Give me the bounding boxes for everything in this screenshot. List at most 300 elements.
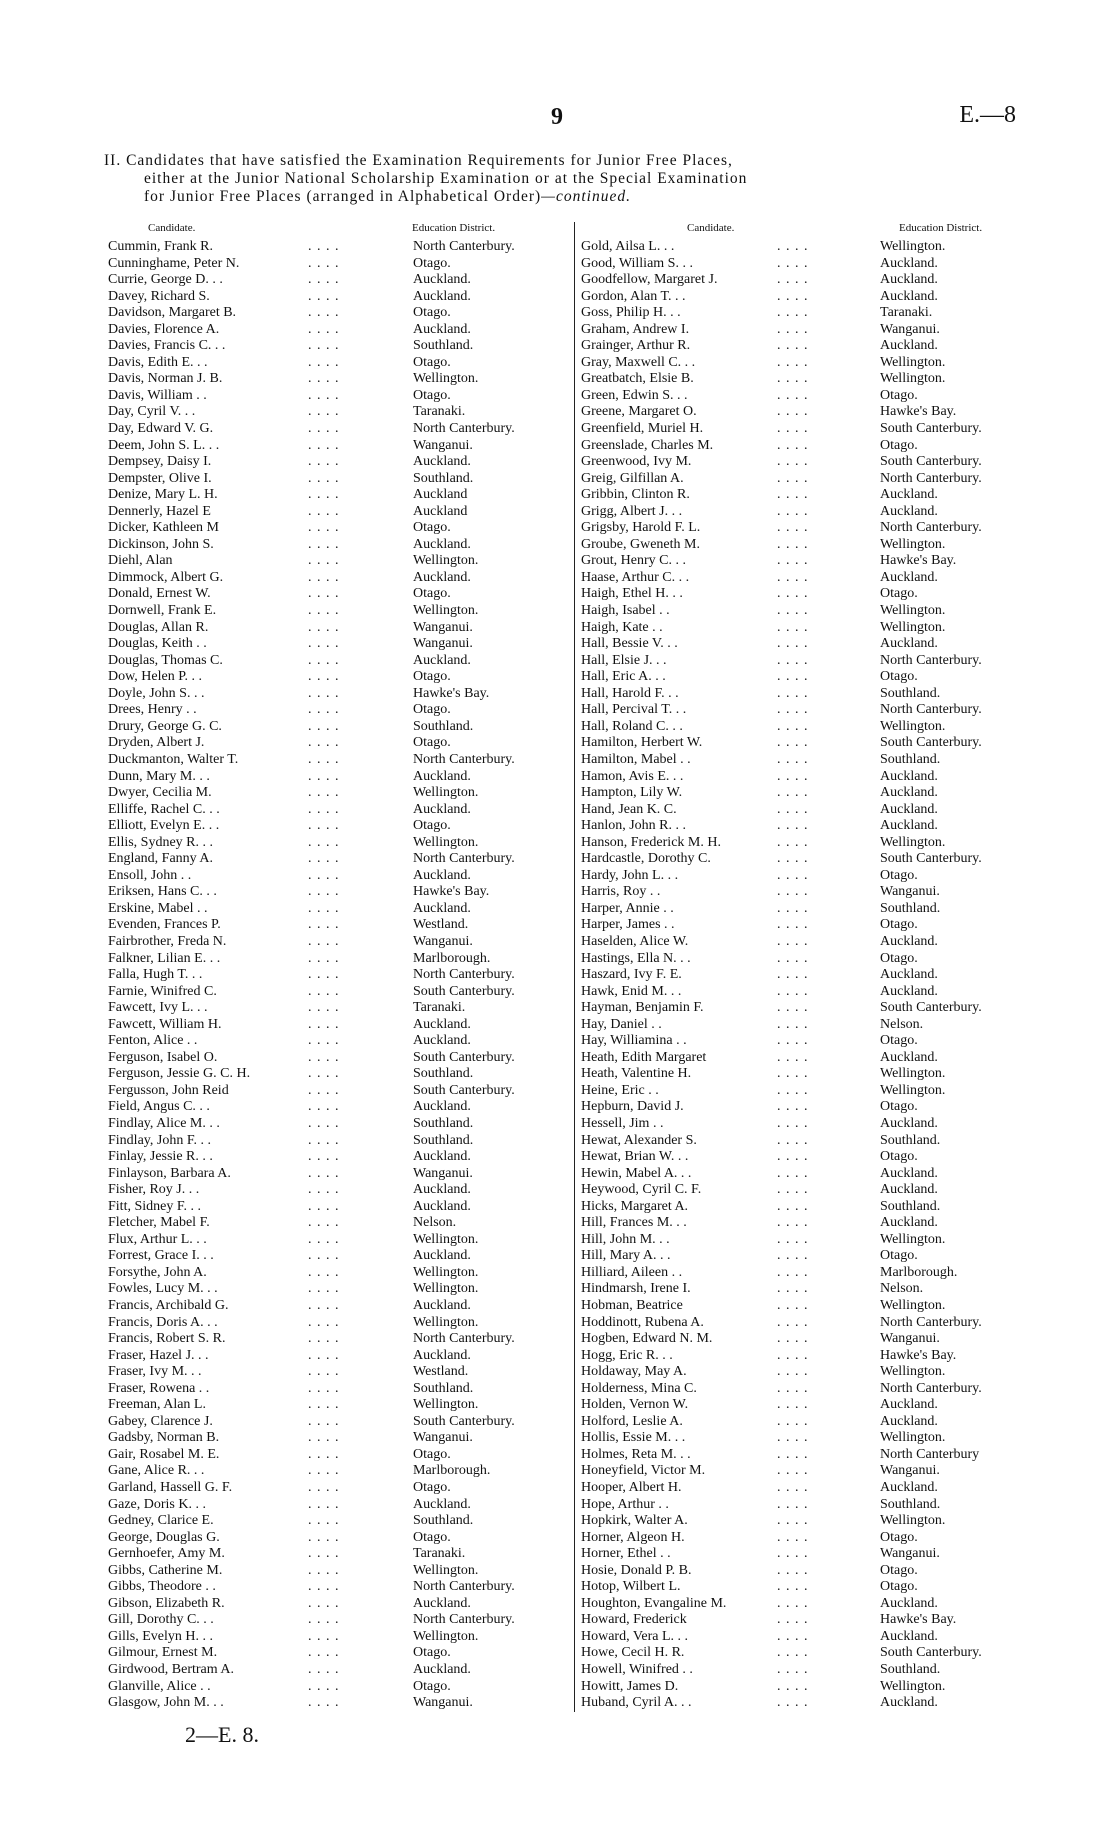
candidate-row [108, 1530, 563, 1547]
candidate-row [581, 1033, 1026, 1050]
candidate-name: Davey, Richard S. [108, 288, 210, 304]
candidate-name: Hicks, Margaret A. [581, 1198, 689, 1214]
leader-dots: . . . . [777, 255, 809, 271]
candidate-row [581, 1480, 1026, 1497]
candidate-row [108, 322, 563, 339]
education-district: Otago. [880, 950, 918, 966]
leader-dots: . . . . [308, 1314, 340, 1330]
candidate-row [581, 520, 1026, 537]
leader-dots: . . . . [308, 404, 340, 420]
candidate-name: Harris, Roy . . [581, 884, 661, 900]
candidate-name: Good, William S. . . [581, 255, 693, 271]
candidate-row [108, 868, 563, 885]
education-district: Otago. [413, 1480, 451, 1496]
leader-dots: . . . . [777, 950, 809, 966]
education-district: Otago. [413, 1446, 451, 1462]
leader-dots: . . . . [308, 536, 340, 552]
leader-dots: . . . . [308, 1115, 340, 1131]
candidate-row [581, 967, 1026, 984]
education-district: Auckland. [413, 1016, 471, 1032]
leader-dots: . . . . [777, 239, 809, 254]
leader-dots: . . . . [308, 1496, 340, 1512]
leader-dots: . . . . [308, 1546, 340, 1562]
candidate-name: Hastings, Ella N. . . [581, 950, 691, 966]
candidate-name: Huband, Cyril A. . . [581, 1695, 692, 1711]
candidate-row [581, 553, 1026, 570]
leader-dots: . . . . [777, 619, 809, 635]
candidate-row [581, 371, 1026, 388]
leader-dots: . . . . [777, 1331, 809, 1347]
candidate-name: Dempsey, Daisy I. [108, 454, 212, 470]
leader-dots: . . . . [777, 1446, 809, 1462]
education-district: North Canterbury. [880, 470, 982, 486]
candidate-row [108, 1116, 563, 1133]
education-district: Otago. [413, 735, 451, 751]
leader-dots: . . . . [777, 338, 809, 354]
leader-dots: . . . . [308, 1149, 340, 1165]
page-number: 9 [551, 104, 563, 130]
candidate-row [581, 1017, 1026, 1034]
candidate-row [108, 1463, 563, 1480]
candidate-name: Fletcher, Mabel F. [108, 1215, 210, 1231]
leader-dots: . . . . [777, 354, 809, 370]
education-district: Auckland. [413, 1595, 471, 1611]
education-district: Wanganui. [413, 1430, 473, 1446]
candidate-row [108, 338, 563, 355]
education-district: Otago. [880, 586, 918, 602]
leader-dots: . . . . [308, 768, 340, 784]
leader-dots: . . . . [308, 421, 340, 437]
education-district: Taranaki. [413, 1000, 466, 1016]
candidate-row [581, 951, 1026, 968]
candidate-name: Holford, Leslie A. [581, 1413, 683, 1429]
education-district: Nelson. [413, 1215, 457, 1231]
district-header: Education District. [899, 222, 983, 234]
education-district: Auckland. [880, 983, 938, 999]
leader-dots: . . . . [308, 1695, 340, 1711]
education-district: South Canterbury. [880, 1645, 982, 1661]
candidate-name: Flux, Arthur L. . . [108, 1231, 207, 1247]
leader-dots: . . . . [777, 1298, 809, 1313]
education-district: Wanganui. [880, 1546, 940, 1562]
leader-dots: . . . . [777, 669, 809, 685]
leader-dots: . . . . [777, 917, 809, 933]
candidate-row [581, 884, 1026, 901]
candidate-name: Forrest, Grace I. . . [108, 1248, 214, 1264]
leader-dots: . . . . [308, 834, 340, 850]
education-district: Wellington. [880, 1231, 946, 1247]
candidate-row [581, 1182, 1026, 1199]
leader-dots: . . . . [777, 437, 809, 453]
candidate-name: Hamon, Avis E. . . [581, 768, 684, 784]
candidate-row [108, 1596, 563, 1613]
candidate-row [108, 1099, 563, 1116]
candidate-name: Hamilton, Herbert W. [581, 735, 703, 751]
candidate-row [108, 669, 563, 686]
leader-dots: . . . . [308, 586, 340, 602]
education-district: Auckland. [413, 1198, 471, 1214]
candidate-row [581, 570, 1026, 587]
leader-dots: . . . . [308, 1016, 340, 1032]
candidate-name: Grigsby, Harold F. L. [581, 520, 701, 536]
leader-dots: . . . . [308, 1430, 340, 1446]
candidate-name: Currie, George D. . . [108, 272, 223, 288]
leader-dots: . . . . [308, 1480, 340, 1496]
candidate-row [108, 835, 563, 852]
education-district: Wanganui. [413, 1695, 473, 1711]
candidate-row [581, 1166, 1026, 1183]
candidate-name: Hill, Frances M. . . [581, 1215, 687, 1231]
leader-dots: . . . . [777, 586, 809, 602]
candidate-row [108, 289, 563, 306]
education-district: Wellington. [413, 1264, 479, 1280]
education-district: North Canterbury. [413, 421, 515, 437]
leader-dots: . . . . [308, 900, 340, 916]
candidate-name: Gernhoefer, Amy M. [108, 1546, 225, 1562]
candidate-name: Fowles, Lucy M. . . [108, 1281, 218, 1297]
candidate-name: Haigh, Kate . . [581, 619, 663, 635]
education-district: Auckland. [413, 1298, 471, 1313]
candidate-row [581, 487, 1026, 504]
candidate-name: Howell, Winifred . . [581, 1662, 693, 1678]
candidate-header: Candidate. [687, 222, 735, 234]
candidate-row [108, 1033, 563, 1050]
education-district: Southland. [413, 1380, 474, 1396]
candidate-row [581, 669, 1026, 686]
leader-dots: . . . . [777, 884, 809, 900]
education-district: Marlborough. [413, 1463, 491, 1479]
candidate-name: Horner, Algeon H. [581, 1529, 685, 1545]
education-district: Auckland. [880, 1628, 938, 1644]
candidate-name: Holmes, Reta M. . . [581, 1446, 691, 1462]
leader-dots: . . . . [308, 1628, 340, 1644]
education-district: Wanganui. [413, 933, 473, 949]
candidate-name: Graham, Andrew I. [581, 321, 690, 337]
candidate-name: Hall, Harold F. . . [581, 685, 679, 701]
leader-dots: . . . . [777, 685, 809, 701]
education-district: Southland. [413, 718, 474, 734]
leader-dots: . . . . [308, 470, 340, 486]
education-district: Otago. [880, 437, 918, 453]
candidate-row [581, 1463, 1026, 1480]
candidate-row [108, 603, 563, 620]
candidate-row [108, 735, 563, 752]
education-district: Auckland. [880, 503, 938, 519]
candidate-row [581, 1497, 1026, 1514]
candidate-row [108, 1166, 563, 1183]
candidate-row [108, 1248, 563, 1265]
leader-dots: . . . . [308, 338, 340, 354]
education-district: Wellington. [880, 1513, 946, 1529]
candidate-name: Fawcett, Ivy L. . . [108, 1000, 208, 1016]
leader-dots: . . . . [308, 1082, 340, 1098]
candidate-row [581, 504, 1026, 521]
candidate-name: Davies, Francis C. . . [108, 338, 226, 354]
candidate-row [581, 1530, 1026, 1547]
leader-dots: . . . . [308, 387, 340, 403]
candidate-row [108, 1695, 563, 1712]
education-district: Southland. [413, 338, 474, 354]
leader-dots: . . . . [777, 1347, 809, 1363]
candidate-row [581, 1546, 1026, 1563]
candidate-name: Finlay, Jessie R. . . [108, 1149, 213, 1165]
leader-dots: . . . . [777, 1016, 809, 1032]
heading-line-3 [104, 188, 1014, 206]
education-district: Auckland. [413, 1496, 471, 1512]
candidate-name: Dimmock, Albert G. [108, 569, 224, 585]
education-district: Wellington. [880, 371, 946, 387]
education-district: Auckland. [880, 1413, 938, 1429]
candidate-name: Groube, Gweneth M. [581, 536, 700, 552]
leader-dots: . . . . [308, 1182, 340, 1198]
candidate-row [581, 1645, 1026, 1662]
leader-dots: . . . . [777, 536, 809, 552]
education-district: Auckland. [413, 1149, 471, 1165]
candidate-name: Davies, Florence A. [108, 321, 220, 337]
education-district: Otago. [413, 818, 451, 834]
candidate-name: Holden, Vernon W. [581, 1397, 689, 1413]
candidate-row [108, 1430, 563, 1447]
heading-line-1: II. Candidates that have satisfied the Examination Requirements for Junior Free Places, [104, 152, 733, 169]
leader-dots: . . . . [777, 1529, 809, 1545]
candidate-row [108, 487, 563, 504]
candidate-row [581, 686, 1026, 703]
education-district: Otago. [880, 387, 918, 403]
leader-dots: . . . . [777, 487, 809, 503]
education-district: Wellington. [880, 239, 946, 254]
leader-dots: . . . . [777, 1364, 809, 1380]
candidate-row [108, 951, 563, 968]
candidate-name: Gibbs, Theodore . . [108, 1579, 216, 1595]
education-district: Auckland. [413, 321, 471, 337]
leader-dots: . . . . [777, 1314, 809, 1330]
leader-dots: . . . . [777, 1149, 809, 1165]
education-district: Otago. [413, 305, 451, 321]
candidate-name: Gold, Ailsa L. . . [581, 239, 675, 254]
education-district: Wellington. [880, 1082, 946, 1098]
leader-dots: . . . . [308, 1463, 340, 1479]
candidate-row [581, 1381, 1026, 1398]
education-district: South Canterbury. [880, 421, 982, 437]
leader-dots: . . . . [777, 785, 809, 801]
education-district: Southland. [413, 1513, 474, 1529]
candidate-row [581, 851, 1026, 868]
candidate-name: Dryden, Albert J. [108, 735, 205, 751]
leader-dots: . . . . [777, 1082, 809, 1098]
candidate-row [108, 1612, 563, 1629]
education-district: Hawke's Bay. [413, 685, 490, 701]
education-district: Southland. [880, 1198, 941, 1214]
candidate-row [108, 1149, 563, 1166]
candidate-name: Falkner, Lilian E. . . [108, 950, 221, 966]
candidate-row [108, 404, 563, 421]
education-district: Otago. [880, 1248, 918, 1264]
leader-dots: . . . . [777, 652, 809, 668]
leader-dots: . . . . [777, 288, 809, 304]
candidate-name: Fairbrother, Freda N. [108, 933, 227, 949]
candidate-row [108, 1546, 563, 1563]
candidate-row [581, 636, 1026, 653]
education-district: Otago. [413, 669, 451, 685]
leader-dots: . . . . [777, 751, 809, 767]
candidate-name: Day, Cyril V. . . [108, 404, 196, 420]
candidate-name: Drees, Henry . . [108, 702, 197, 718]
candidate-name: Dow, Helen P. . . [108, 669, 202, 685]
leader-dots: . . . . [777, 718, 809, 734]
candidate-name: Harper, Annie . . [581, 900, 674, 916]
education-district: Taranaki. [880, 305, 933, 321]
education-district: Auckland. [880, 801, 938, 817]
candidate-name: Day, Edward V. G. [108, 421, 214, 437]
education-district: Wellington. [413, 1281, 479, 1297]
candidate-row [581, 1099, 1026, 1116]
candidate-row [108, 421, 563, 438]
leader-dots: . . . . [308, 1397, 340, 1413]
candidate-name: Gair, Rosabel M. E. [108, 1446, 220, 1462]
candidate-row [581, 1232, 1026, 1249]
candidate-name: Elliott, Evelyn E. . . [108, 818, 220, 834]
leader-dots: . . . . [308, 851, 340, 867]
education-district: Auckland. [880, 288, 938, 304]
candidate-row [581, 934, 1026, 951]
education-district: Auckland. [880, 487, 938, 503]
candidate-row [108, 884, 563, 901]
education-district: Wanganui. [880, 1331, 940, 1347]
candidate-row [581, 1348, 1026, 1365]
candidate-row [581, 338, 1026, 355]
leader-dots: . . . . [777, 1413, 809, 1429]
candidate-row [108, 1050, 563, 1067]
candidate-name: Gordon, Alan T. . . [581, 288, 686, 304]
candidate-name: Hall, Roland C. . . [581, 718, 683, 734]
education-district: Auckland [413, 487, 468, 503]
leader-dots: . . . . [308, 636, 340, 652]
candidate-name: Heine, Eric . . [581, 1082, 659, 1098]
education-district: South Canterbury. [880, 851, 982, 867]
candidate-row [581, 702, 1026, 719]
candidate-name: Davis, Norman J. B. [108, 371, 223, 387]
candidate-name: Hogg, Eric R. . . [581, 1347, 673, 1363]
education-district: Otago. [880, 1033, 918, 1049]
education-district: Wellington. [880, 1364, 946, 1380]
candidate-row [108, 1629, 563, 1646]
candidate-row [108, 1381, 563, 1398]
candidate-name: Haselden, Alice W. [581, 933, 689, 949]
leader-dots: . . . . [777, 834, 809, 850]
education-district: Auckland. [880, 1215, 938, 1231]
leader-dots: . . . . [777, 1264, 809, 1280]
leader-dots: . . . . [308, 1132, 340, 1148]
candidate-row [108, 239, 563, 256]
candidate-row [108, 1563, 563, 1580]
education-district: Auckland. [880, 1480, 938, 1496]
leader-dots: . . . . [308, 1331, 340, 1347]
candidate-row [108, 371, 563, 388]
education-district: Wellington. [413, 1397, 479, 1413]
leader-dots: . . . . [308, 1033, 340, 1049]
education-district: South Canterbury. [413, 983, 515, 999]
candidate-name: Hewat, Alexander S. [581, 1132, 697, 1148]
education-district: Otago. [880, 669, 918, 685]
education-district: Otago. [880, 1529, 918, 1545]
education-district: Southland. [413, 1115, 474, 1131]
leader-dots: . . . . [777, 1546, 809, 1562]
district-header: Education District. [412, 222, 496, 234]
candidate-row [108, 256, 563, 273]
leader-dots: . . . . [777, 983, 809, 999]
leader-dots: . . . . [308, 751, 340, 767]
candidate-header: Candidate. [148, 222, 196, 234]
candidate-name: Hall, Bessie V. . . [581, 636, 678, 652]
candidate-name: Hosie, Donald P. B. [581, 1562, 692, 1578]
leader-dots: . . . . [308, 1413, 340, 1429]
candidate-name: Erskine, Mabel . . [108, 900, 208, 916]
candidate-name: Hobman, Beatrice [581, 1298, 683, 1313]
leader-dots: . . . . [308, 603, 340, 619]
candidate-row [581, 586, 1026, 603]
candidate-name: Dicker, Kathleen M [108, 520, 220, 536]
leader-dots: . . . . [777, 1496, 809, 1512]
candidate-row [108, 272, 563, 289]
candidate-name: Hanson, Frederick M. H. [581, 834, 721, 850]
candidate-name: Glasgow, John M. . . [108, 1695, 224, 1711]
candidate-row [581, 256, 1026, 273]
education-district: Wellington. [880, 354, 946, 370]
education-district: Marlborough. [413, 950, 491, 966]
candidate-row [108, 1199, 563, 1216]
education-district: Wellington. [413, 834, 479, 850]
candidate-row [581, 868, 1026, 885]
candidate-row [581, 289, 1026, 306]
candidate-row [581, 1116, 1026, 1133]
candidate-row [108, 1331, 563, 1348]
candidate-row [108, 686, 563, 703]
leader-dots: . . . . [308, 818, 340, 834]
candidate-name: Goodfellow, Margaret J. [581, 272, 718, 288]
candidate-name: Hardy, John L. . . [581, 867, 679, 883]
candidate-row [108, 504, 563, 521]
leader-dots: . . . . [308, 1612, 340, 1628]
leader-dots: . . . . [777, 1513, 809, 1529]
leader-dots: . . . . [777, 603, 809, 619]
candidate-row [108, 752, 563, 769]
candidate-name: Girdwood, Bertram A. [108, 1662, 234, 1678]
candidate-name: Grout, Henry C. . . [581, 553, 686, 569]
candidate-name: Haase, Arthur C. . . [581, 569, 690, 585]
candidate-row [581, 1430, 1026, 1447]
candidate-name: Hanlon, John R. . . [581, 818, 686, 834]
candidate-name: Gibbs, Catherine M. [108, 1562, 223, 1578]
candidate-name: Hall, Elsie J. . . [581, 652, 667, 668]
education-district: Otago. [413, 354, 451, 370]
education-district: North Canterbury [880, 1446, 980, 1462]
education-district: Wellington. [880, 1678, 946, 1694]
candidate-row [108, 719, 563, 736]
leader-dots: . . . . [777, 735, 809, 751]
leader-dots: . . . . [308, 884, 340, 900]
candidate-name: Greatbatch, Elsie B. [581, 371, 694, 387]
leader-dots: . . . . [777, 768, 809, 784]
candidate-name: Hawk, Enid M. . . [581, 983, 682, 999]
leader-dots: . . . . [308, 652, 340, 668]
education-district: South Canterbury. [880, 735, 982, 751]
leader-dots: . . . . [777, 1562, 809, 1578]
candidate-row [581, 1265, 1026, 1282]
candidate-name: Gedney, Clarice E. [108, 1513, 214, 1529]
leader-dots: . . . . [777, 900, 809, 916]
candidate-row [581, 1596, 1026, 1613]
leader-dots: . . . . [308, 1579, 340, 1595]
